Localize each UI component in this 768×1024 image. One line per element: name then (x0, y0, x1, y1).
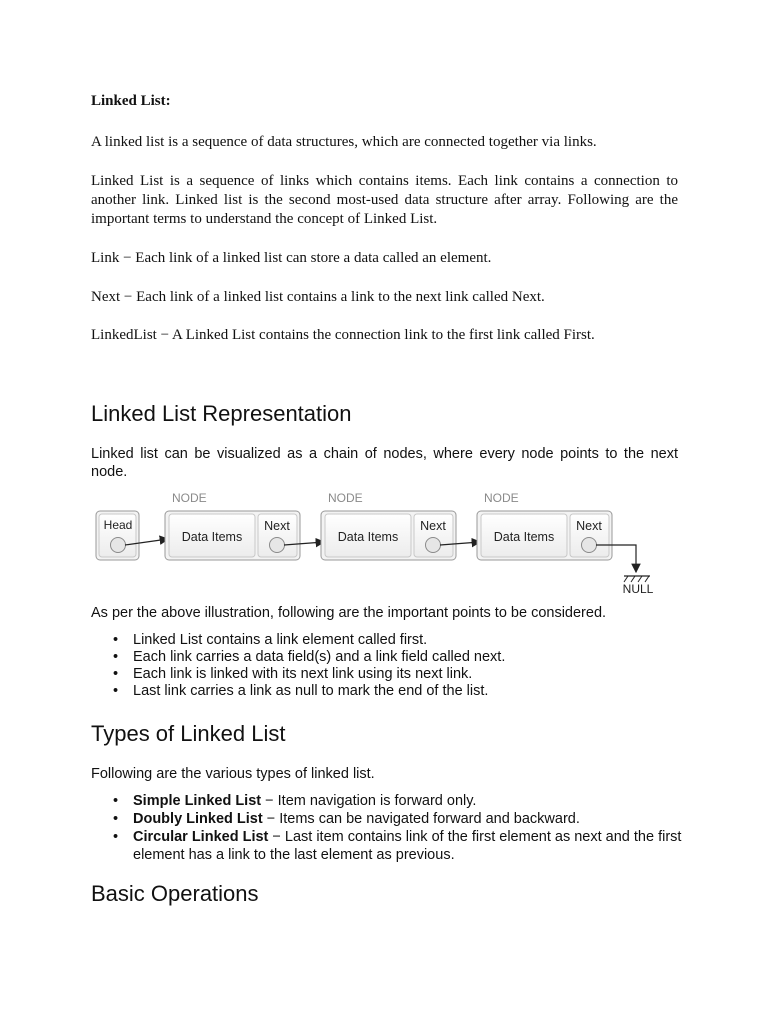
representation-intro: Linked list can be visualized as a chain of nodes, where every node points to the next node. (91, 446, 678, 480)
node-3-data-label: Data Items (493, 530, 555, 544)
representation-after: As per the above illustration, following are the important points to be considered. (91, 605, 607, 621)
type-term: Simple Linked List (133, 793, 262, 809)
list-item: • Linked List contains a link element called first. (91, 632, 682, 649)
type-term: Circular Linked List (133, 829, 269, 845)
node-2 (321, 511, 456, 560)
types-list (91, 792, 682, 864)
node-2-label: NODE (328, 491, 363, 505)
node-1-data-label: Data Items (181, 530, 243, 544)
head-label: Head (103, 518, 133, 532)
heading-operations: Basic Operations (91, 881, 259, 906)
term-next: Next − Each link of a linked list contains a link to the next link called Next. (91, 289, 545, 305)
null-label: NULL (622, 582, 654, 596)
heading-types: Types of Linked List (91, 721, 286, 746)
term-link: Link − Each link of a linked list can store a data called an element. (91, 250, 492, 266)
linked-list-diagram (92, 488, 672, 600)
node-1-next-label: Next (264, 519, 290, 533)
list-item: • Each link is linked with its next link using its next link. (91, 666, 682, 683)
list-item (91, 792, 682, 810)
type-description: − Items can be navigated forward and backward. (262, 811, 580, 827)
head-pointer (111, 538, 126, 553)
types-intro: Following are the various types of linked list. (91, 766, 375, 782)
type-description: − Item navigation is forward only. (261, 793, 477, 809)
node-3-next-pointer (582, 538, 597, 553)
list-item (91, 810, 682, 828)
node-2-data-label: Data Items (337, 530, 399, 544)
heading-representation: Linked List Representation (91, 401, 352, 426)
node-3-next-label: Next (576, 519, 602, 533)
type-description: − Last item contains link of the first element as next and the first element has a link to the last element as previous. (133, 829, 682, 863)
node-1 (165, 511, 300, 560)
list-item: • Each link carries a data field(s) and a link field called next. (91, 649, 682, 666)
node-1-label: NODE (172, 491, 207, 505)
node-2-next-label: Next (420, 519, 446, 533)
list-item: • Last link carries a link as null to mark the end of the list. (91, 683, 682, 700)
list-item (91, 828, 682, 864)
representation-points (91, 632, 682, 700)
node-1-next-pointer (270, 538, 285, 553)
description-paragraph: Linked List is a sequence of links which contains items. Each link contains a connection to another link. Linked list is the second most-used data structure after array. Following are the important terms to understand the concept of Linked List. (91, 173, 678, 227)
node-2-next-pointer (426, 538, 441, 553)
node-3 (477, 511, 612, 560)
term-linkedlist: LinkedList − A Linked List contains the connection link to the first link called First. (91, 327, 595, 343)
node-3-label: NODE (484, 491, 519, 505)
doc-title: Linked List: (91, 93, 171, 109)
intro-paragraph: A linked list is a sequence of data structures, which are connected together via links. (91, 134, 597, 150)
head-box (96, 511, 139, 560)
type-term: Doubly Linked List (133, 811, 263, 827)
